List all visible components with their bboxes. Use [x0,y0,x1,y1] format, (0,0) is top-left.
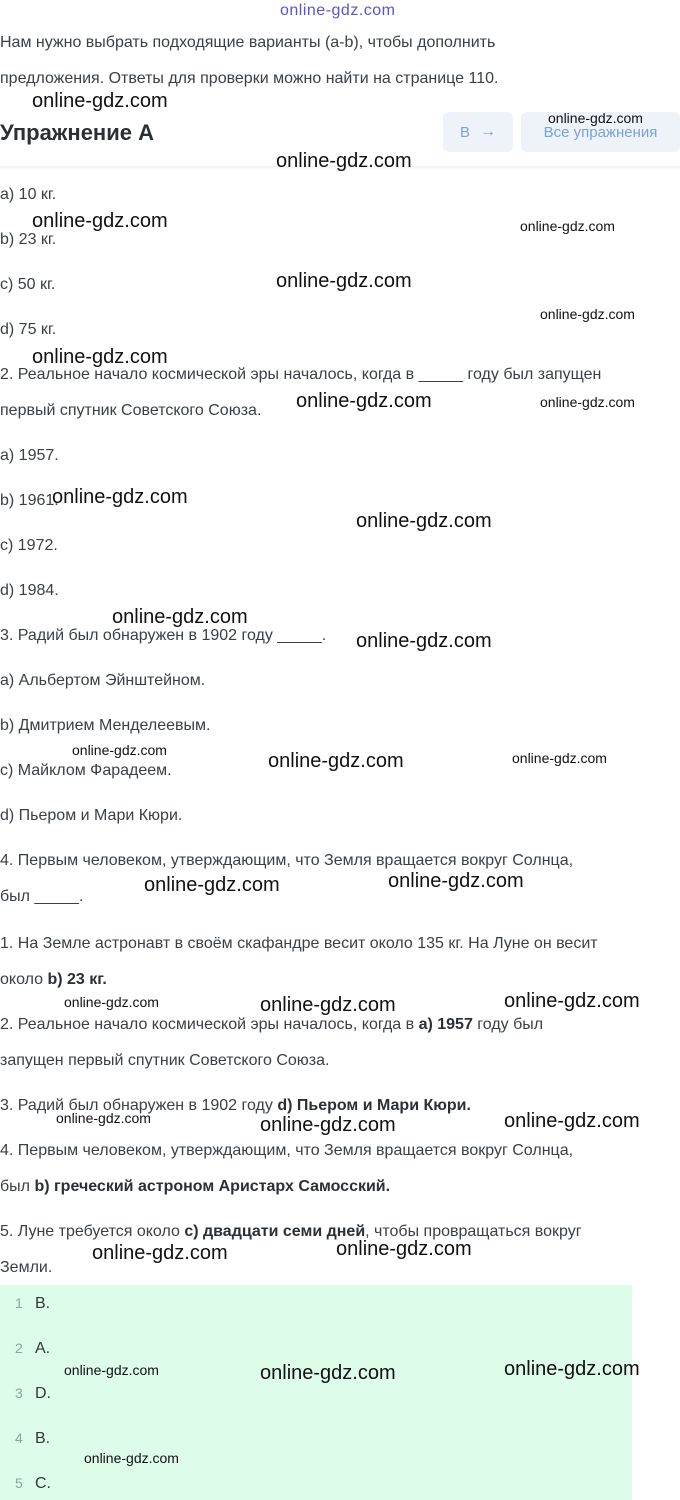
q1-option-c: c) 50 кг. [0,276,56,293]
q2-text-line-1: 2. Реальное начало космической эры началось, когда в _____ году был запущен [0,366,602,383]
watermark: online-gdz.com [112,606,248,628]
exercise-title: Упражнение А [0,120,154,145]
q2-option-a: a) 1957. [0,447,59,464]
watermark: online-gdz.com [336,1238,472,1260]
q3-option-b: b) Дмитрием Менделеевым. [0,717,211,734]
watermark: online-gdz.com [548,110,643,126]
watermark: online-gdz.com [504,1358,640,1380]
solution-4-line-1: 4. Первым человеком, утверждающим, что Земля вращается вокруг Солнца, [0,1142,574,1159]
top-watermark: online-gdz.com [280,2,396,19]
solution-2-line-1: 2. Реальное начало космической эры началось, когда в a) 1957 году был [0,1016,544,1033]
intro-line-2: предложения. Ответы для проверки можно найти на странице 110. [0,70,499,87]
answer-value: D. [35,1385,51,1402]
next-exercise-label: В [459,123,470,141]
watermark: online-gdz.com [540,306,635,322]
solution-3: 3. Радий был обнаружен в 1902 году d) Пьером и Мари Кюри. [0,1097,471,1114]
q3-text: 3. Радий был обнаружен в 1902 году _____. [0,627,327,644]
watermark: online-gdz.com [260,1114,396,1136]
answer-number: 1 [15,1295,23,1311]
watermark: online-gdz.com [276,270,412,292]
watermark: online-gdz.com [260,1362,396,1384]
solution-2-line-2: запущен первый спутник Советского Союза. [0,1052,330,1069]
q4-text-line-2: был _____. [0,888,84,905]
watermark: online-gdz.com [356,630,492,652]
watermark: online-gdz.com [260,994,396,1016]
answer-value: B. [35,1295,51,1312]
watermark: online-gdz.com [64,994,159,1010]
q3-option-c: c) Майклом Фарадеем. [0,762,172,779]
answer-number: 4 [15,1430,23,1446]
watermark: online-gdz.com [32,90,168,112]
watermark: online-gdz.com [72,742,167,758]
q3-option-d: d) Пьером и Мари Кюри. [0,807,183,824]
solution-5-line-1: 5. Луне требуется около c) двадцати семи дней, чтобы провращаться вокруг [0,1223,582,1240]
all-exercises-label: Все упражнения [543,123,658,141]
answer-number: 2 [15,1340,23,1356]
solution-1-line-1: 1. На Земле астронавт в своём скафандре весит около 135 кг. На Луне он весит [0,935,598,952]
watermark: online-gdz.com [504,1110,640,1132]
answers-box [0,1285,632,1500]
watermark: online-gdz.com [32,210,168,232]
q2-text-line-2: первый спутник Советского Союза. [0,402,262,419]
q2-option-d: d) 1984. [0,582,59,599]
watermark: online-gdz.com [64,1362,159,1378]
solution-4-line-2: был b) греческий астроном Аристарх Самосский. [0,1178,391,1195]
answer-number: 5 [15,1475,23,1491]
arrow-right-icon: → [480,123,496,140]
solution-1-line-2: около b) 23 кг. [0,971,107,988]
q2-option-c: c) 1972. [0,537,58,554]
watermark: online-gdz.com [520,218,615,234]
watermark: online-gdz.com [52,486,188,508]
watermark: online-gdz.com [504,990,640,1012]
q2-option-b: b) 1961. [0,492,59,509]
q1-option-b: b) 23 кг. [0,231,57,248]
watermark: online-gdz.com [356,510,492,532]
solution-3-answer: d) Пьером и Мари Кюри. [277,1097,471,1114]
answer-value: B. [35,1430,51,1447]
watermark: online-gdz.com [268,750,404,772]
watermark: online-gdz.com [540,394,635,410]
next-exercise-button[interactable] [443,112,513,152]
q4-text-line-1: 4. Первым человеком, утверждающим, что Земля вращается вокруг Солнца, [0,852,574,869]
watermark: online-gdz.com [512,750,607,766]
intro-line-1: Нам нужно выбрать подходящие варианты (a-b), чтобы дополнить [0,34,496,51]
watermark: online-gdz.com [32,346,168,368]
solution-5-answer: c) двадцати семи дней [184,1223,366,1240]
solution-1-answer: b) 23 кг. [47,971,107,988]
watermark: online-gdz.com [296,390,432,412]
solution-5-line-2: Земли. [0,1259,53,1276]
answer-value: A. [35,1340,51,1357]
watermark: online-gdz.com [144,874,280,896]
watermark: online-gdz.com [56,1110,151,1126]
q3-option-a: a) Альбертом Эйнштейном. [0,672,206,689]
watermark: online-gdz.com [92,1242,228,1264]
q1-option-d: d) 75 кг. [0,321,57,338]
watermark: online-gdz.com [84,1450,179,1466]
solution-2-answer: a) 1957 [418,1016,473,1033]
q1-option-a: a) 10 кг. [0,186,57,203]
watermark: online-gdz.com [388,870,524,892]
answer-value: C. [35,1475,51,1492]
answer-number: 3 [15,1385,23,1401]
watermark: online-gdz.com [276,150,412,172]
solution-4-answer: b) греческий астроном Аристарх Самосский. [34,1178,391,1195]
